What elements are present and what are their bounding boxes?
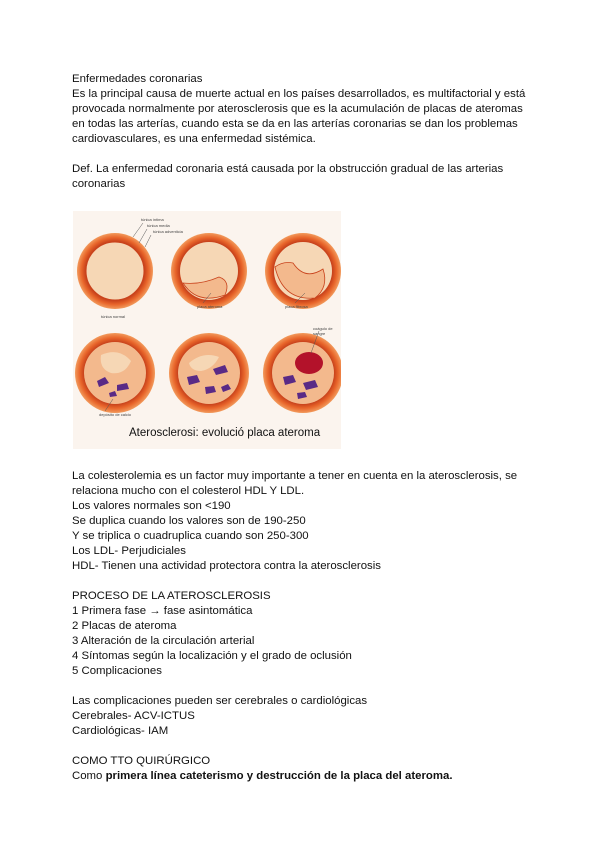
atherosclerosis-figure — [73, 211, 341, 449]
colesterol-line: La colesterolemia es un factor muy importante a tener en cuenta en la aterosclerosis, se relaciona mucho con el colesterol HDL Y LDL. — [72, 470, 518, 497]
proceso-heading: PROCESO DE LA ATEROSCLEROSIS — [72, 590, 271, 602]
complicaciones-section — [72, 694, 532, 739]
colesterol-section — [72, 469, 532, 574]
proceso-step: 3 Alteración de la circulación arterial — [72, 635, 255, 647]
colesterol-line: Y se triplica o cuadruplica cuando son 250-300 — [72, 530, 309, 542]
tto-heading: COMO TTO QUIRÚRGICO — [72, 755, 211, 767]
tto-section — [72, 754, 532, 784]
label-tunica-intima: túnica íntima — [141, 217, 164, 222]
complicacion-item: Cardiológicas- IAM — [72, 725, 169, 737]
label-deposito-calcio: depósito de calcio — [99, 412, 132, 417]
label-tunica-media: túnica media — [147, 223, 170, 228]
label-tunica-normal: túnica normal — [101, 314, 126, 319]
artery-stage-6 — [263, 333, 341, 413]
label-tunica-adventicia: túnica adventicia — [153, 229, 183, 234]
colesterol-line: Se duplica cuando los valores son de 190-250 — [72, 515, 306, 527]
colesterol-line: HDL- Tienen una actividad protectora contra la aterosclerosis — [72, 560, 381, 572]
label-placa-fibrosa: placa fibrosa — [285, 304, 308, 309]
artery-stage-5 — [169, 333, 249, 413]
proceso-section — [72, 589, 532, 679]
proceso-step: 1 Primera fase → fase asintomática — [72, 605, 253, 617]
definition-paragraph: Def. La enfermedad coronaria está causada por la obstrucción gradual de las arterias coronarias — [72, 163, 504, 190]
proceso-step: 2 Placas de ateroma — [72, 620, 177, 632]
figure-caption: Aterosclerosi: evolució placa ateroma — [129, 427, 321, 439]
artery-stage-2 — [171, 233, 247, 309]
complicacion-item: Cerebrales- ACV-ICTUS — [72, 710, 195, 722]
proceso-step: 5 Complicaciones — [72, 665, 162, 677]
artery-stage-4 — [75, 333, 155, 413]
section-title: Enfermedades coronarias — [72, 73, 203, 85]
proceso-step: 4 Síntomas según la localización y el grado de oclusión — [72, 650, 352, 662]
colesterol-line: Los valores normales son <190 — [72, 500, 231, 512]
tto-prefix: Como — [72, 770, 106, 782]
artery-stage-3 — [265, 233, 341, 309]
artery-stage-1 — [77, 233, 153, 309]
intro-paragraph: Es la principal causa de muerte actual en los países desarrollados, es multifactorial y está provocada normalmente por aterosclerosis que es la acumulación de placas de ateromas en todas las arterías, cuando esta se da en las arterías coronarias se dan los problemas cardiovasculares, es una enfermedad sistémica. — [72, 88, 526, 145]
document-page — [72, 72, 532, 784]
complicaciones-intro: Las complicaciones pueden ser cerebrales o cardiológicas — [72, 695, 368, 707]
colesterol-line: Los LDL- Perjudiciales — [72, 545, 186, 557]
tto-paragraph — [72, 769, 532, 784]
tto-bold-text: primera línea cateterismo y destrucción de la placa del ateroma. — [105, 770, 453, 782]
label-placa-ateroma: placa ateroma — [197, 304, 223, 309]
label-coagulo: coágulo de sangre — [313, 326, 333, 336]
